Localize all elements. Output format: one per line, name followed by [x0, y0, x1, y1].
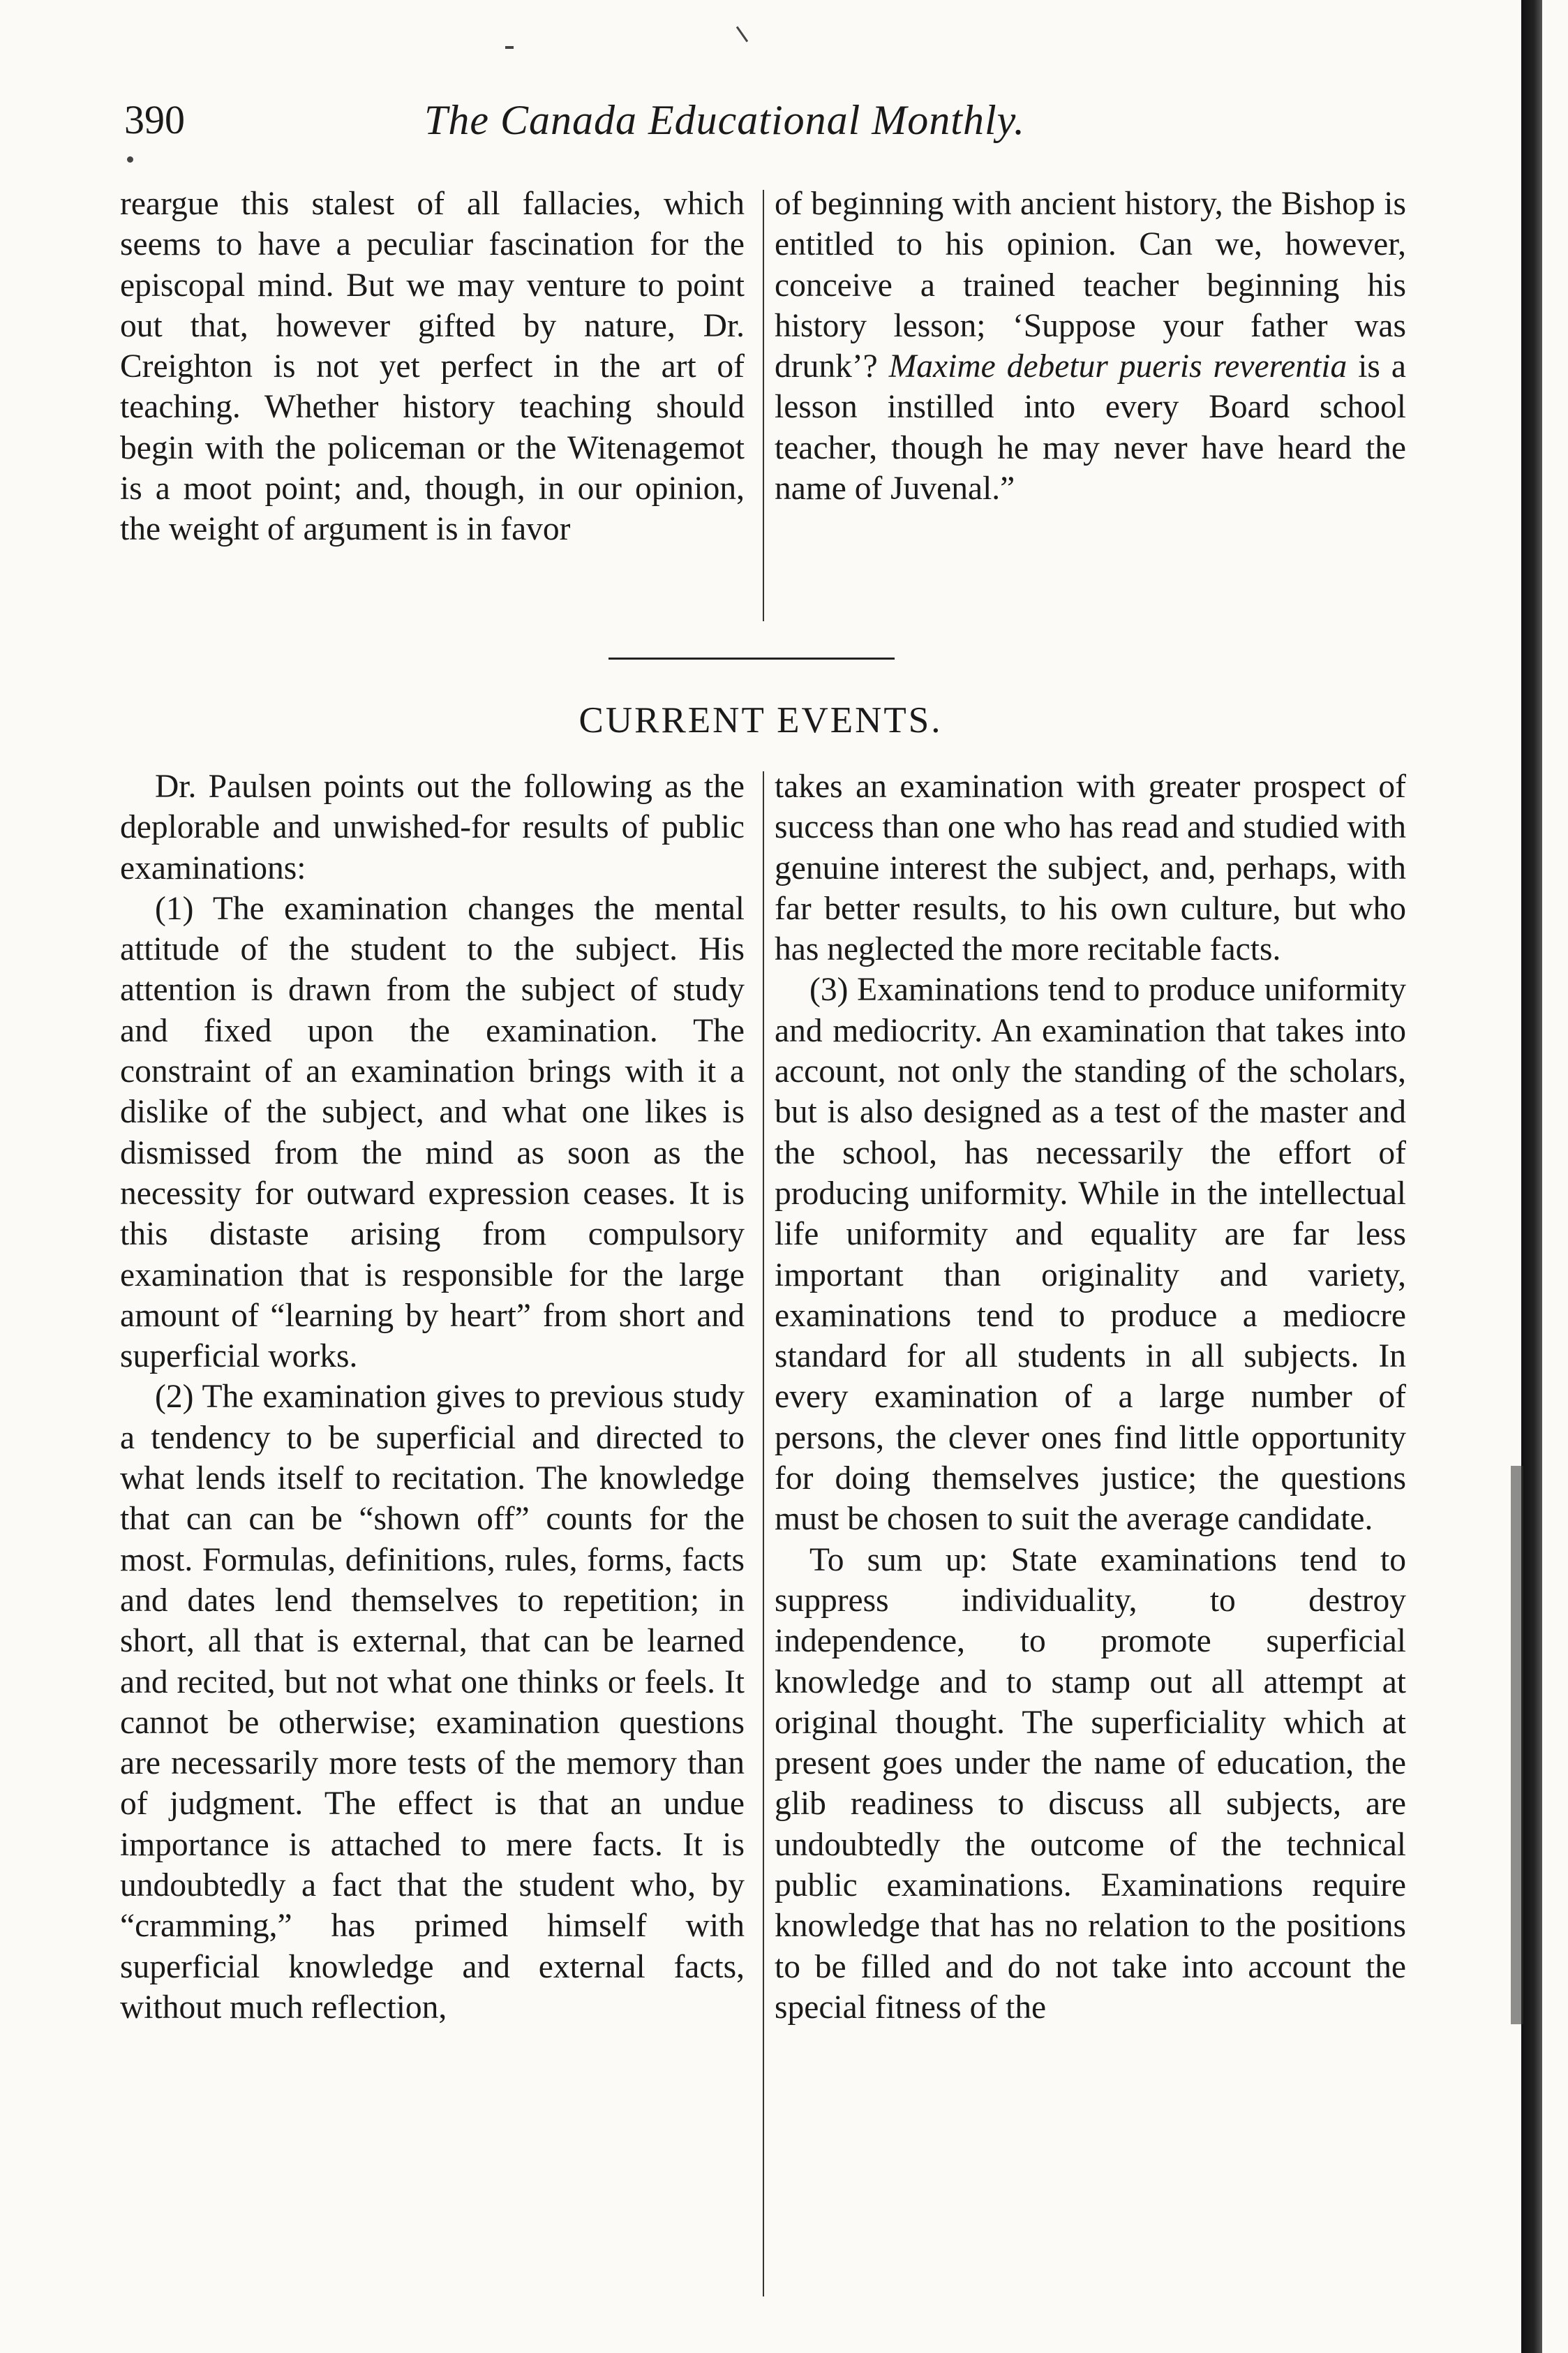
scan-edge-bar [1521, 0, 1542, 2353]
scan-speck [736, 26, 748, 42]
column-divider [763, 190, 764, 621]
current-events-left-column [120, 766, 745, 2028]
section-title: CURRENT EVENTS. [578, 700, 943, 741]
text-before-quote: of beginning with ancient history, the Bishop is entitled to his opinion. Can we, however, conceive a trained teacher beginning his history lesson; ‘Suppose your father was drunk’? [775, 186, 1406, 385]
scan-speck [505, 46, 514, 49]
page-number: 390 [124, 97, 185, 142]
page-header [124, 96, 1415, 159]
text-after-quote: is a lesson instilled into every Board school teacher, though he may never have heard the name of Juvenal.” [775, 348, 1406, 507]
paragraph: reargue this stalest of all fallacies, which seems to have a peculiar fascination for the episcopal mind. But we may venture to point out that, however gifted by nature, Dr. Creighton is not yet perfect in the art of teaching. Whether history teaching should begin with the policeman or the Witenagemot is a moot point; and, though, in our opinion, the weight of argument is in favor [120, 186, 745, 548]
continued-article-left-column [120, 184, 745, 550]
paragraph: (1) The examination changes the mental attitude of the student to the subject. His attention is drawn from the subject of study and fixed upon the examination. The constraint of an examination brings with it a dislike of the subject, and what one likes is dismissed from the mind as soon as the necessity for outward expression ceases. It is this distaste arising from compulsory examination that is responsible for the large amount of “learning by heart” from short and superficial works. [120, 890, 745, 1375]
section-separator-rule [608, 658, 895, 660]
paragraph: Dr. Paulsen points out the following as the deplorable and unwished-for results of public examinations: [120, 769, 745, 886]
paragraph: (3) Examinations tend to produce uniformity and mediocrity. An examination that takes into account, not only the standing of the scholars, but is also designed as a test of the master and the school, has necessarily the effort of producing uniformity. While in the intellectual life uniformity and equality are far less important than originality and variety, examinations tend to produce a mediocre standard for all students in all subjects. In every examination of a large number of persons, the clever ones find little opportunity for doing themselves justice; the questions must be chosen to suit the average candidate. [775, 972, 1406, 1538]
paragraph [775, 184, 1406, 509]
current-events-right-column [775, 766, 1406, 2028]
paragraph: To sum up: State examinations tend to suppress individuality, to destroy independence, to promote superficial knowledge and to stamp out all attempt at original thought. The superficiality which at present goes under the name of education, the glib readiness to discuss all subjects, are undoubtedly the outcome of the technical public examinations. Examinations require knowledge that has no relation to the positions to be filled and do not take into account the special fitness of the [775, 1541, 1406, 2026]
paragraph: takes an examination with greater prospect of success than one who has read and studied with genuine interest the subject, and, perhaps, with far better results, to his own culture, but who has neglected the more recitable facts. [775, 769, 1406, 968]
scan-edge-shadow [1511, 1466, 1523, 2024]
running-title: The Canada Educational Monthly. [424, 97, 1025, 143]
latin-quote: Maxime debetur pueris reverentia [888, 348, 1347, 385]
continued-article-right-column [775, 184, 1406, 509]
column-divider [763, 771, 764, 2296]
paragraph: (2) The examination gives to previous study a tendency to be superficial and directed to what lends itself to recitation. The knowledge that can can be “shown off” counts for the most. Formulas, definitions, rules, forms, facts and dates lend themselves to repetition; in short, all that is external, that can be learned and recited, but not what one thinks or feels. It cannot be otherwise; examination questions are necessarily more tests of the memory than of judgment. The effect is that an undue importance is attached to mere facts. It is undoubtedly a fact that the student who, by “cramming,” has primed himself with superficial knowledge and external facts, without much reflection, [120, 1379, 745, 2026]
